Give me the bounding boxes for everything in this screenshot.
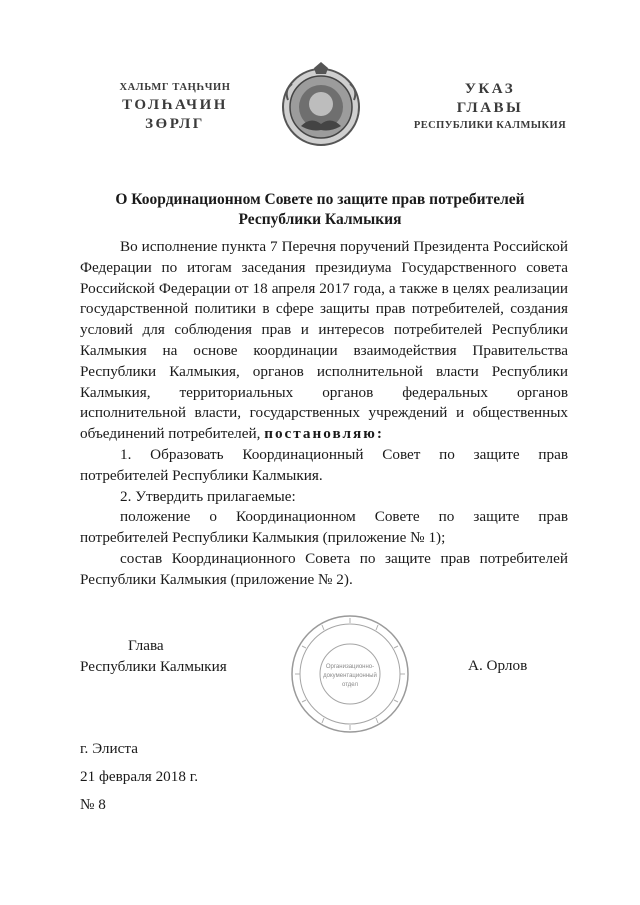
preamble-paragraph: [80, 237, 568, 445]
signatory-title-line1: Глава: [128, 637, 164, 654]
stamp-inner-line3: отдел: [342, 682, 358, 688]
header-kalmyk-line1: ХАЛЬМГ ТАҢҺЧИН: [119, 82, 231, 93]
header-kalmyk: [100, 80, 250, 134]
item-2: 2. Утвердить прилагаемые:: [120, 487, 296, 505]
footer-city: г. Элиста: [80, 740, 138, 757]
header-russian-line3: РЕСПУБЛИКИ КАЛМЫКИЯ: [413, 120, 567, 131]
sub-item-2: состав Координационного Совета по защите прав потребителей Республики Калмыкия (приложение № 2).: [80, 549, 568, 588]
signatory-title: [80, 636, 240, 678]
footer-number: № 8: [80, 796, 106, 813]
kalmykia-emblem-icon: [276, 60, 366, 150]
header-russian: [405, 80, 575, 134]
document-title-line2: Республики Калмыкия: [238, 211, 402, 228]
header-russian-line1: УКАЗ: [464, 81, 516, 97]
document-title: [60, 190, 580, 230]
signatory-title-line2: Республики Калмыкия: [80, 657, 227, 675]
item-1: 1. Образовать Координационный Совет по защите прав потребителей Республики Калмыкия.: [80, 445, 568, 484]
preamble-text: Во исполнение пункта 7 Перечня поручений Президента Российской Федерации по итогам заседания президиума Государственного совета Российской Федерации от 18 апреля 2017 года, а также в целях реализации государственной политики в сфере защиты прав потребителей, создания условий для соблюдения прав и интересов потребителей Республики Калмыкия на основе координации взаимодействия Правительства Республики Калмыкия, органов исполнительной власти Республики Калмыкия, территориальных органов федеральных органов исполнительной власти, государственных учреждений и общественных объединений потребителей,: [80, 238, 568, 443]
document-title-line1: О Координационном Совете по защите прав потребителей: [115, 191, 525, 208]
stamp-inner-line2: документационный: [323, 673, 377, 679]
footer-date: 21 февраля 2018 г.: [80, 768, 199, 785]
stamp-inner-line1: Организационно-: [325, 664, 375, 670]
official-stamp-icon: [288, 612, 412, 736]
signatory-name: А. Орлов: [468, 657, 528, 674]
document-body: [80, 237, 568, 591]
sub-item-1: положение о Координационном Совете по защите прав потребителей Республики Калмыкия (приложение № 1);: [80, 508, 568, 547]
header-russian-line2: ГЛАВЫ: [456, 100, 524, 116]
header-kalmyk-line2: ТОЛҺАЧИН: [122, 97, 228, 113]
header-kalmyk-line3: ЗӨРЛГ: [145, 116, 205, 132]
decree-word: постановляю:: [264, 425, 384, 443]
